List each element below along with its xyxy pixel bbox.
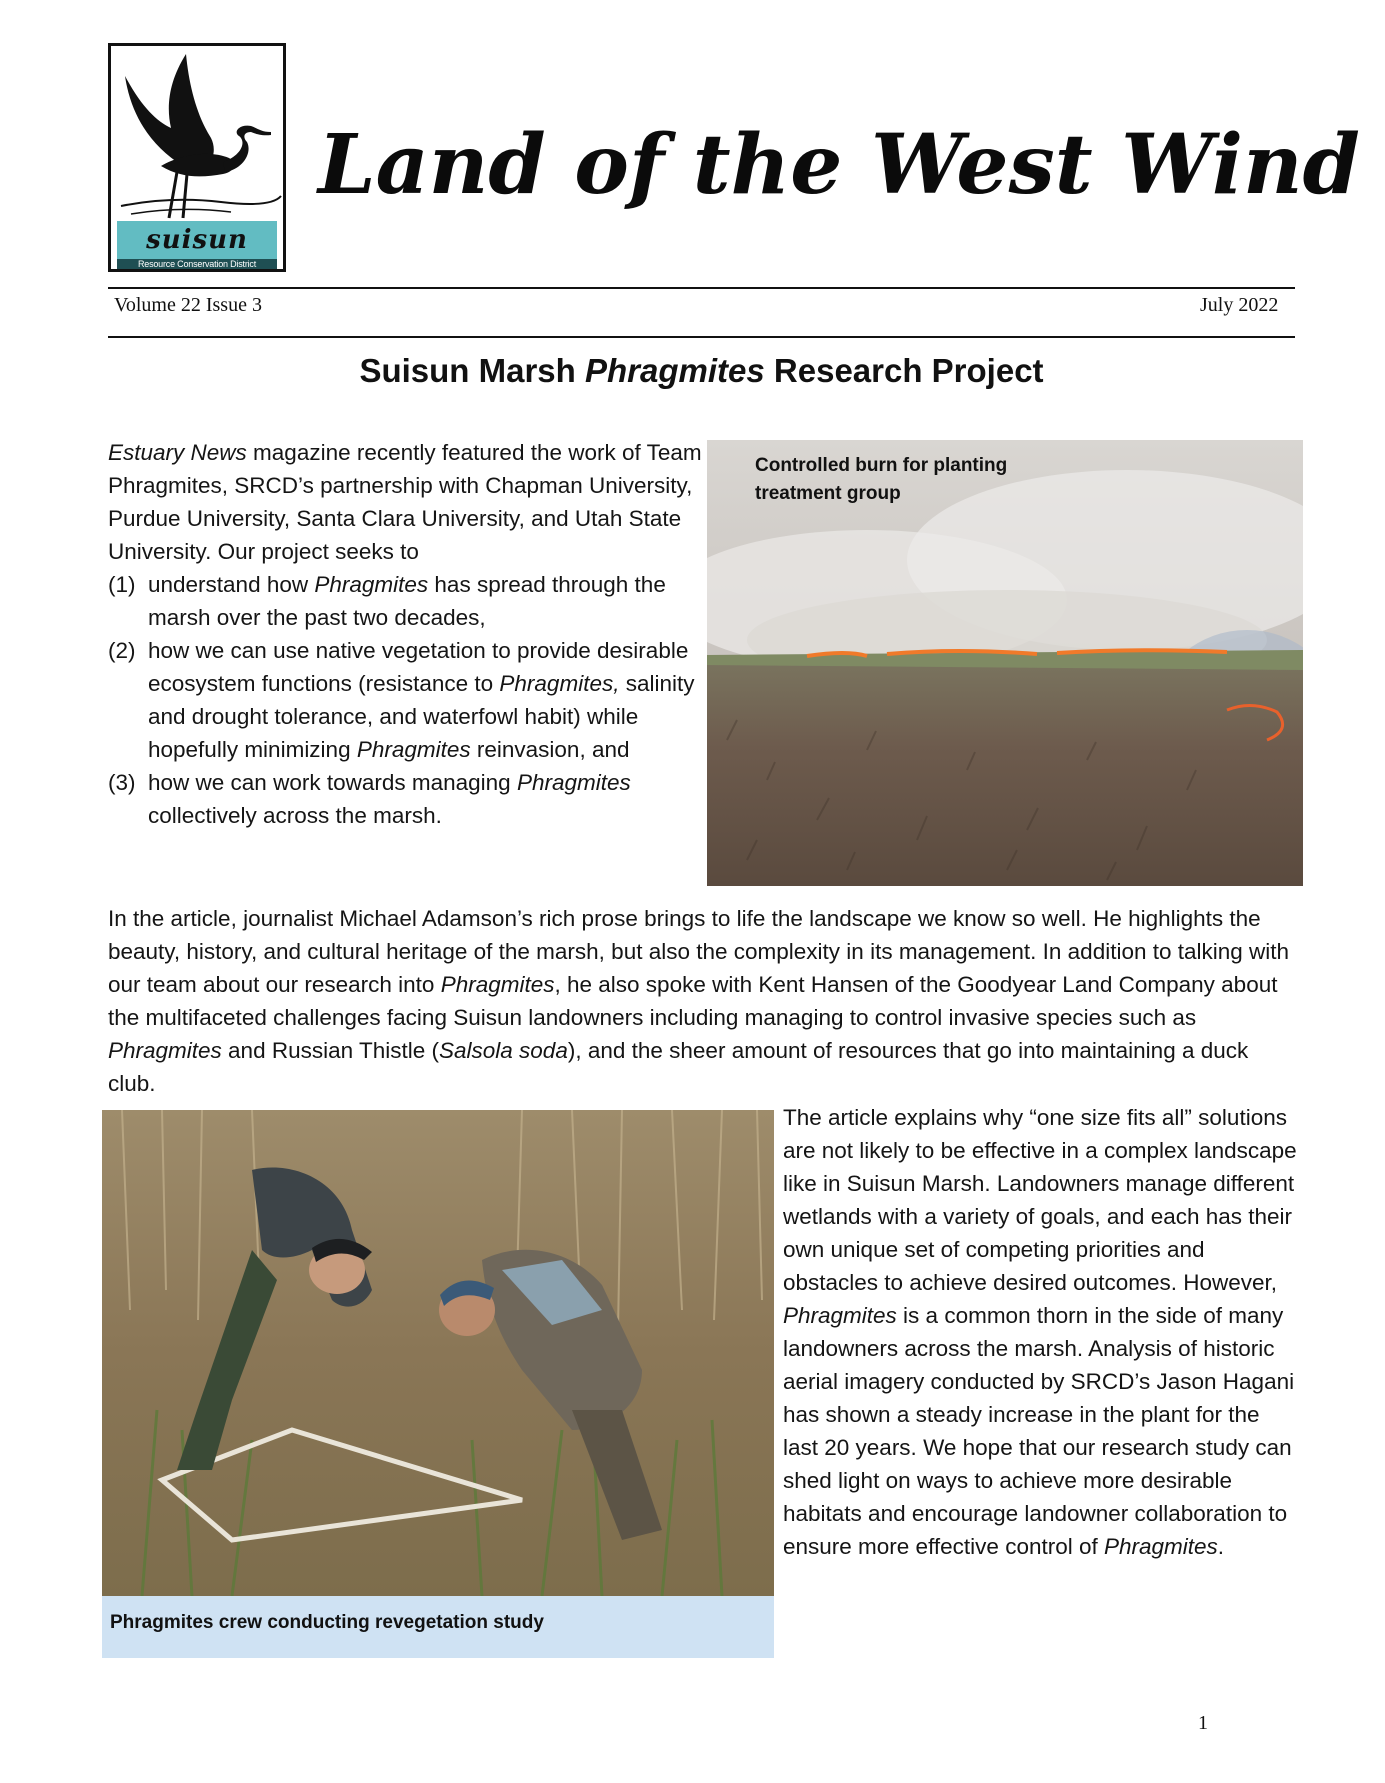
- burn-photo-caption: Controlled burn for planting treatment group: [755, 455, 1008, 504]
- srcd-logo: [108, 43, 286, 272]
- list-item: (1) understand how Phragmites has spread through the marsh over the past two decades,: [108, 572, 666, 630]
- article-paragraph-3: The article explains why “one size fits all” solutions are not likely to be effective in a complex landscape like in Suisun Marsh. Landowners manage different wetlands with a variety of goals, and each has their own unique set of competing priorities and obstacles to achieve desired outcomes. However, Phragmites is a common thorn in the side of many landowners across the marsh. Analysis of historic aerial imagery conducted by SRCD’s Jason Hagani has shown a steady increase in the plant for the last 20 years. We hope that our research study can shed light on ways to achieve more desirable habitats and encourage landowner collaboration to ensure more effective control of Phragmites.: [783, 1105, 1297, 1559]
- newsletter-title: Land of the West Wind: [318, 117, 1360, 213]
- article-paragraph-2: In the article, journalist Michael Adamson’s rich prose brings to life the landscape we know so well. He highlights the beauty, history, and cultural heritage of the marsh, but also the complexity in its management. In addition to talking with our team about our research into Phragmites, he also spoke with Kent Hansen of the Goodyear Land Company about the multifaceted challenges facing Suisun landowners including managing to control invasive species such as Phragmites and Russian Thistle (Salsola soda), and the sheer amount of resources that go into maintaining a duck club.: [108, 906, 1290, 1096]
- page-number: 1: [1198, 1712, 1208, 1734]
- list-item: (2) how we can use native vegetation to provide desirable ecosystem functions (resistance to Phragmites, salinity and drought tolerance, and waterfowl habit) while hopefully minimizing Phragmites reinvasion, and: [108, 638, 695, 762]
- article-headline: Suisun Marsh Phragmites Research Project: [359, 352, 1044, 389]
- crew-photo-caption: Phragmites crew conducting revegetation study: [110, 1612, 544, 1633]
- intro-paragraph: Estuary News magazine recently featured the work of Team Phragmites, SRCD’s partnership with Chapman University, Purdue University, Santa Clara University, and Utah State University. Our project seeks to: [108, 440, 702, 564]
- controlled-burn-photo: [707, 440, 1303, 886]
- issue-date: July 2022: [1200, 294, 1279, 316]
- bottom-rule: [108, 336, 1295, 338]
- heron-icon: [111, 46, 283, 221]
- volume-issue: Volume 22 Issue 3: [114, 294, 262, 316]
- logo-band: [117, 221, 277, 259]
- project-goals-list: [108, 568, 703, 832]
- logo-wordmark: suisun: [146, 225, 248, 255]
- list-item: (3) how we can work towards managing Phragmites collectively across the marsh.: [108, 770, 631, 828]
- revegetation-crew-photo: [102, 1110, 774, 1596]
- crew-photo-caption-box: [102, 1596, 774, 1658]
- logo-subtitle: Resource Conservation District: [117, 259, 277, 270]
- top-rule: [108, 287, 1295, 289]
